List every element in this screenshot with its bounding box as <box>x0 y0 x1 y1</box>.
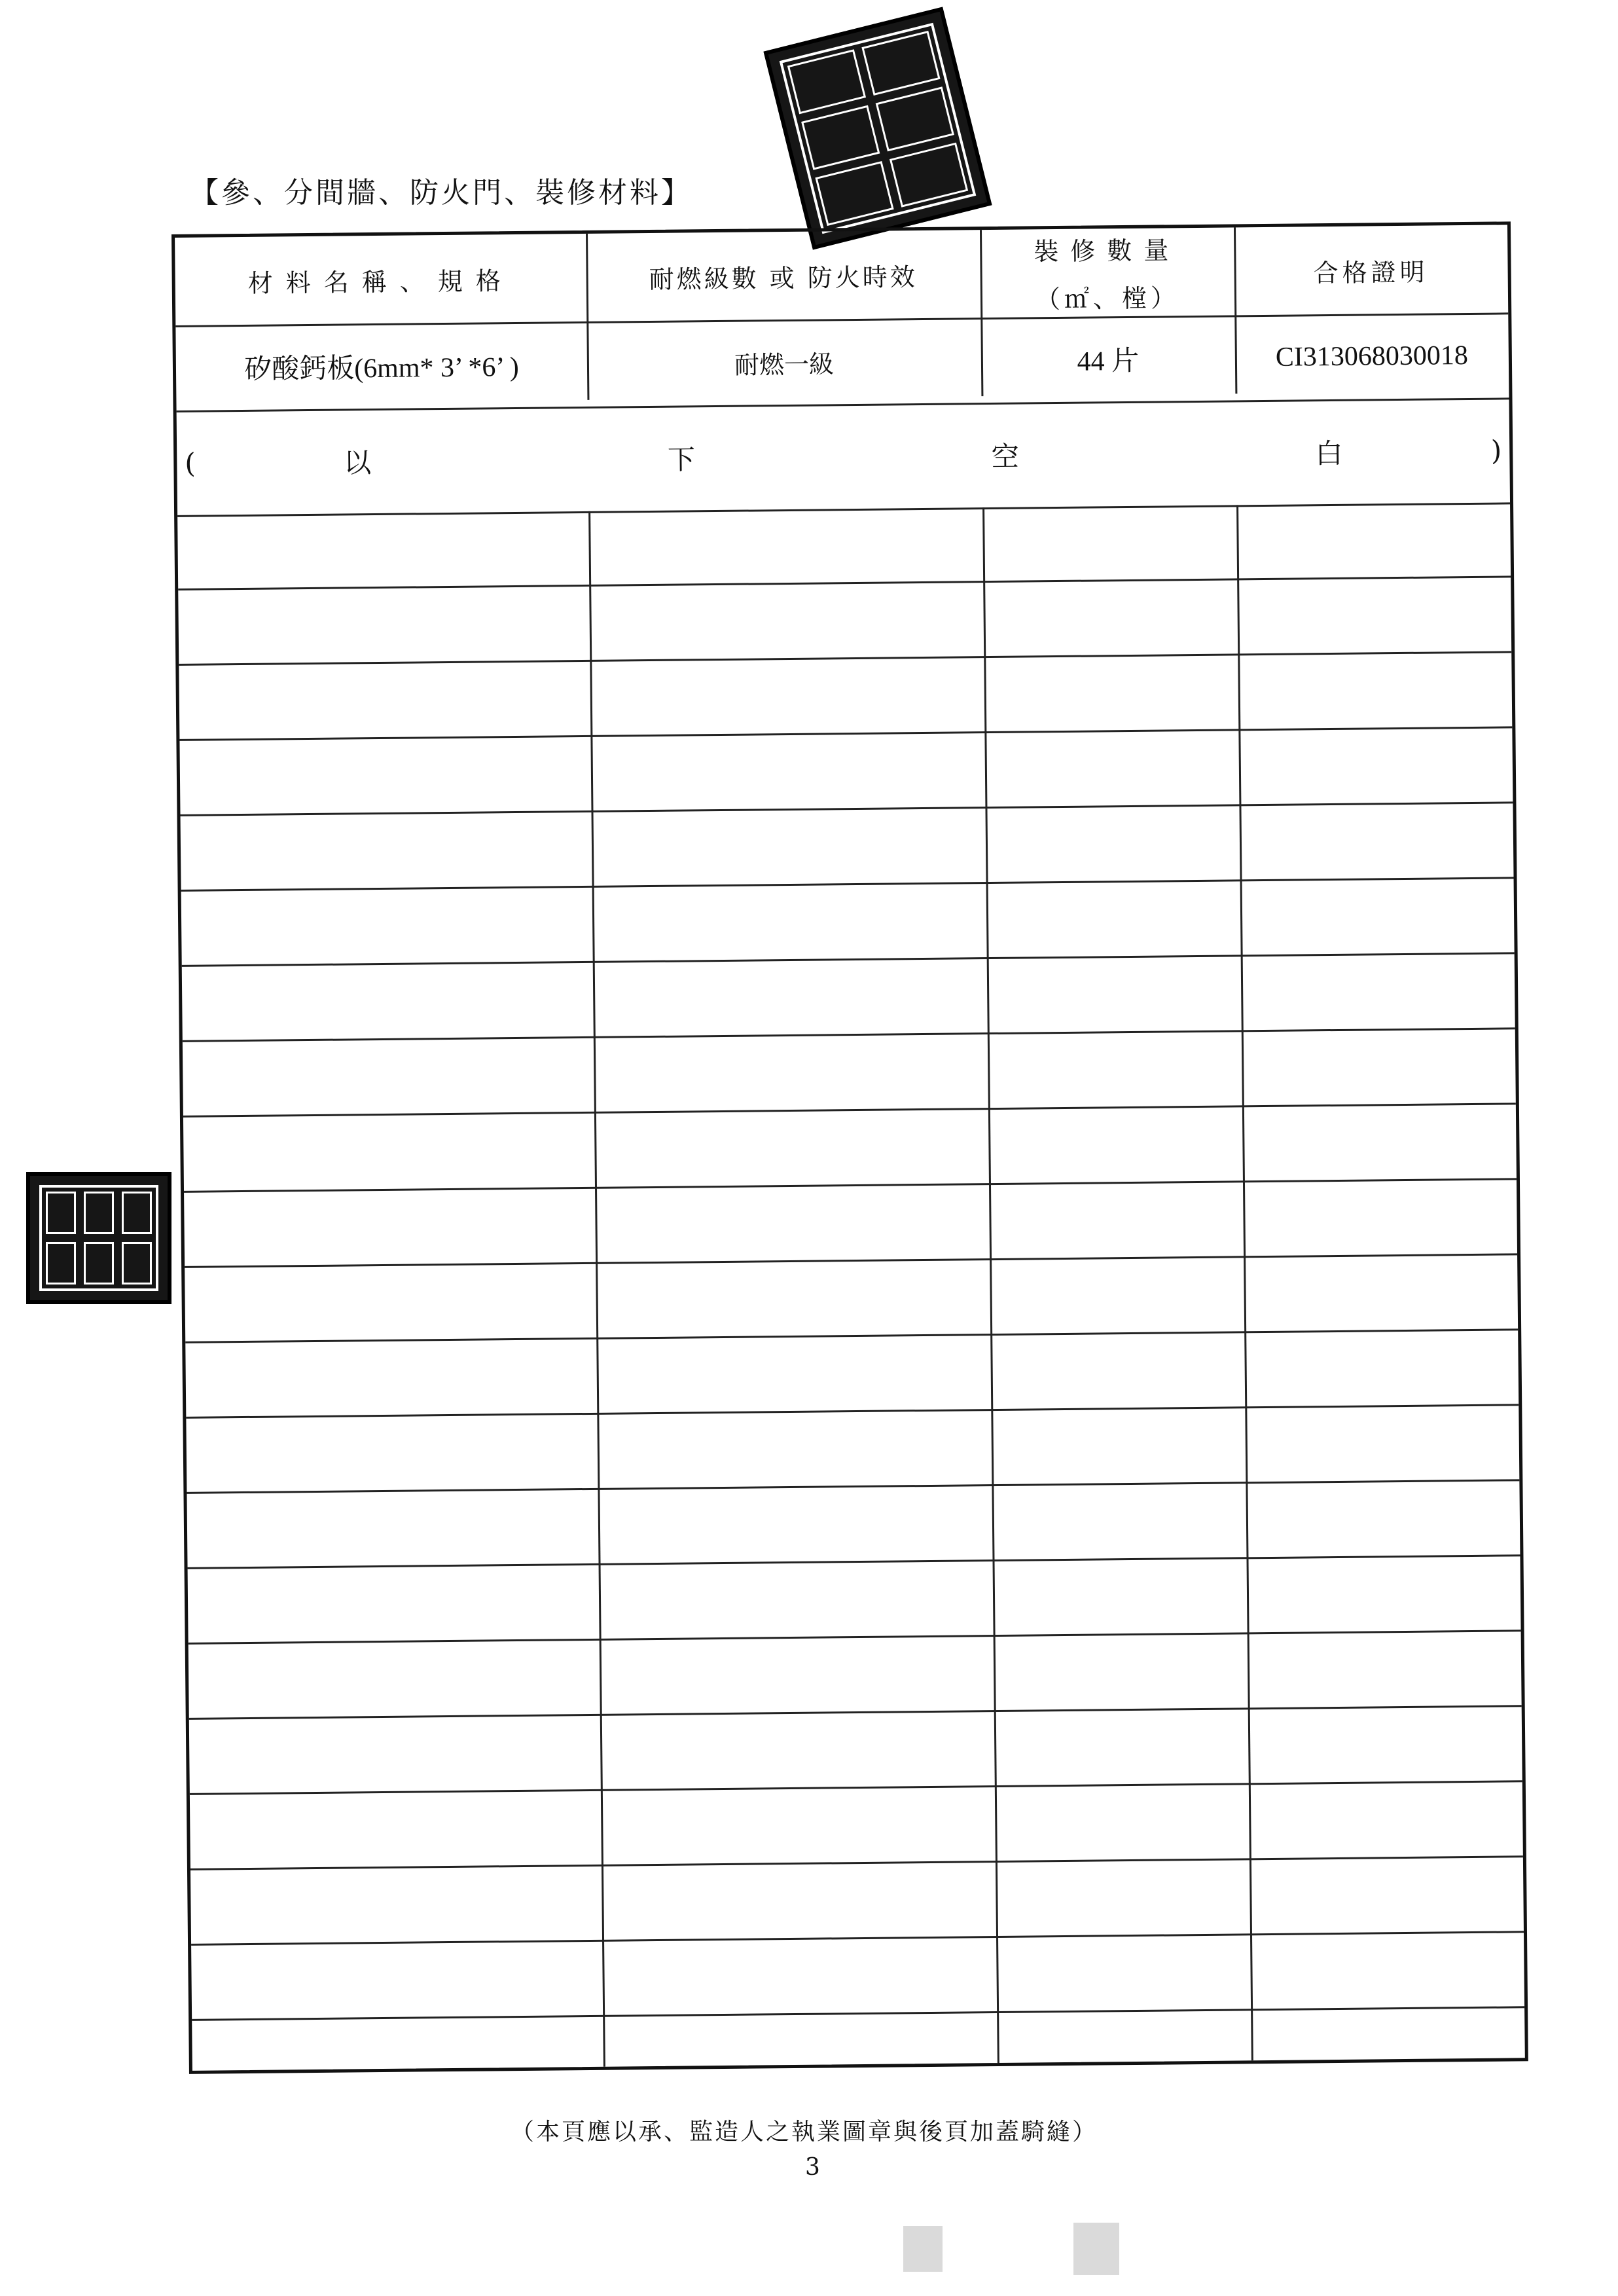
empty-table-row <box>189 1705 1522 1720</box>
header-quantity-label: 裝修數量 <box>1034 236 1181 266</box>
cell-certificate: CI313068030018 <box>1275 340 1469 373</box>
page-number: 3 <box>805 2154 820 2181</box>
empty-table-row <box>188 1554 1520 1569</box>
header-quantity <box>980 227 1234 318</box>
empty-table-row <box>184 1178 1517 1193</box>
cell-quantity: 44 片 <box>1077 346 1140 377</box>
empty-table-row <box>183 1102 1516 1118</box>
blank-marker-word: 下 <box>667 443 696 476</box>
materials-table <box>171 221 1528 2074</box>
empty-table-row <box>181 877 1514 892</box>
section-title: 【參、分間牆、防火門、裝修材料】 <box>190 176 692 210</box>
empty-table-row <box>190 1780 1522 1795</box>
column-divider <box>1236 505 1253 2060</box>
cell-fire-rating: 耐燃一級 <box>734 349 835 380</box>
seal-stamp-margin <box>26 1172 171 1304</box>
empty-grid <box>177 502 1525 2070</box>
blank-marker-word: 白 <box>1315 437 1343 470</box>
blank-marker <box>177 397 1510 515</box>
blank-marker-open: ( <box>185 446 196 479</box>
empty-table-row <box>191 1931 1524 1946</box>
column-divider <box>588 511 605 2067</box>
empty-table-row <box>182 952 1515 967</box>
empty-table-row <box>189 1630 1521 1645</box>
header-material-name: 材料名稱、規格 <box>247 266 514 298</box>
cell-material-name: 矽酸鈣板(6mm* 3’ *6’ ) <box>243 352 519 385</box>
empty-table-row <box>181 801 1513 816</box>
blank-marker-word: 空 <box>991 440 1019 473</box>
seal-stamp-top <box>763 7 992 250</box>
empty-table-row <box>186 1404 1519 1419</box>
empty-table-row <box>179 726 1512 741</box>
empty-table-row <box>178 575 1511 591</box>
blank-marker-word: 以 <box>343 446 372 479</box>
empty-table-row <box>190 1855 1523 1870</box>
blank-marker-close: ) <box>1490 434 1502 467</box>
empty-table-row <box>183 1027 1515 1042</box>
footer-note: （本頁應以承、監造人之執業圖章與後頁加蓋騎縫） <box>511 2119 1098 2145</box>
empty-table-row <box>192 2006 1524 2021</box>
table-row <box>175 312 1509 412</box>
empty-table-row <box>179 651 1511 666</box>
empty-table-row <box>185 1328 1518 1343</box>
header-certificate: 合格證明 <box>1313 257 1429 287</box>
header-quantity-unit: （㎡、樘） <box>1035 283 1180 314</box>
table-header-row <box>175 225 1508 327</box>
header-fire-rating: 耐燃級數 或 防火時效 <box>649 262 918 294</box>
column-divider <box>982 507 999 2063</box>
empty-table-row <box>185 1253 1517 1268</box>
scan-smudge <box>903 2226 943 2272</box>
empty-table-row <box>187 1479 1519 1494</box>
blank-marker-row <box>177 397 1510 517</box>
scan-smudge <box>1073 2223 1119 2275</box>
